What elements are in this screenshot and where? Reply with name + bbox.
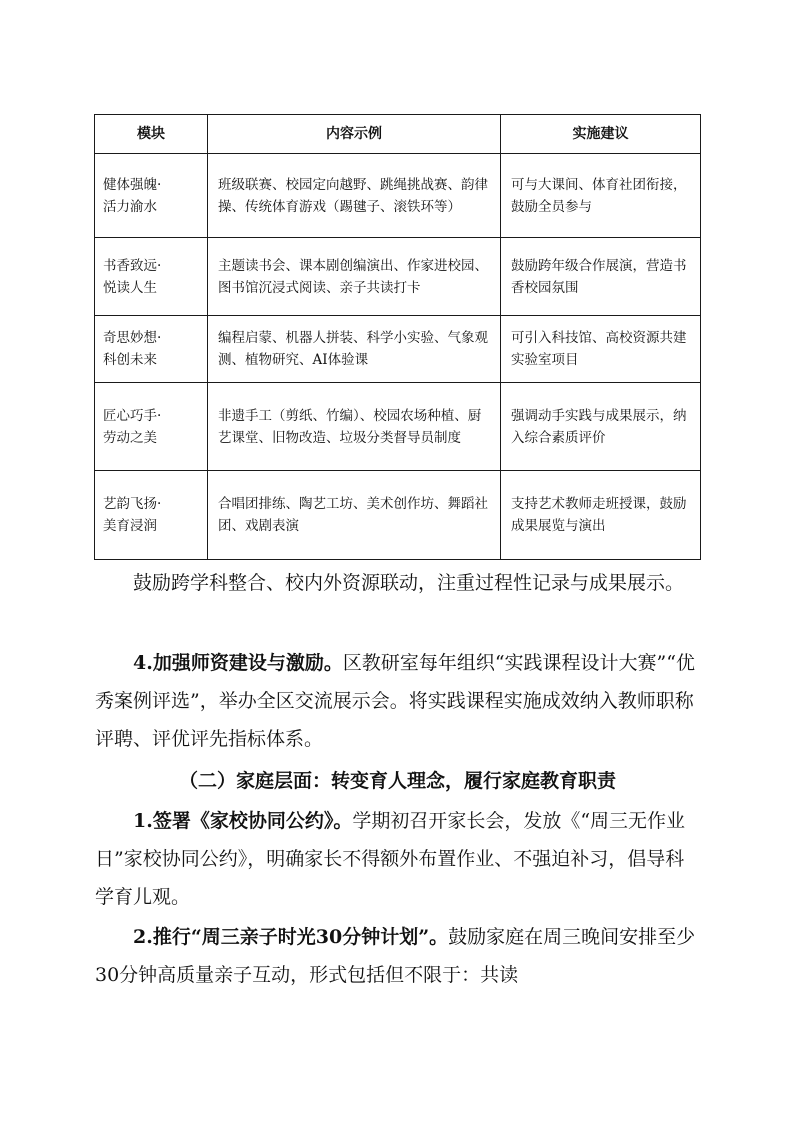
module-cell	[95, 471, 208, 560]
suggestion-cell: 鼓励跨年级合作展演，营造书香校园氛围	[501, 238, 701, 316]
paragraph-covenant	[95, 802, 700, 916]
table-row	[95, 383, 701, 471]
module-name-line: 艺韵飞扬·	[103, 496, 162, 512]
module-cell	[95, 238, 208, 316]
header-content: 内容示例	[208, 115, 501, 154]
table-header-row	[95, 115, 701, 154]
table-row	[95, 238, 701, 316]
module-name-line: 健体强魄·	[103, 176, 162, 193]
paragraph-lead: 2.推行“周三亲子时光30分钟计划”。	[133, 926, 449, 948]
paragraph-parent-child-time	[95, 918, 700, 994]
module-cell	[95, 154, 208, 238]
paragraph-lead: 4.加强师资建设与激励。	[133, 652, 343, 674]
suggestion-cell: 可引入科技馆、高校资源共建实验室项目	[501, 316, 701, 383]
section-heading-family: （二）家庭层面：转变育人理念，履行家庭教育职责	[178, 770, 616, 792]
content-cell: 主题读书会、课本剧创编演出、作家进校园、图书馆沉浸式阅读、亲子共读打卡	[208, 238, 501, 316]
table-row	[95, 154, 701, 238]
module-name-line: 美育浸润	[103, 518, 157, 534]
table-row	[95, 316, 701, 383]
header-module: 模块	[95, 115, 208, 154]
content-cell: 非遗手工（剪纸、竹编）、校园农场种植、厨艺课堂、旧物改造、垃圾分类督导员制度	[208, 383, 501, 471]
paragraph-resource-linkage: 鼓励跨学科整合、校内外资源联动，注重过程性记录与成果展示。	[133, 572, 685, 594]
module-name-line: 科创未来	[103, 352, 157, 368]
content-cell: 合唱团排练、陶艺工坊、美术创作坊、舞蹈社团、戏剧表演	[208, 471, 501, 560]
content-cell: 班级联赛、校园定向越野、跳绳挑战赛、韵律操、传统体育游戏（踢毽子、滚铁环等）	[208, 154, 501, 238]
paragraph-body: 区教研室每年组织“实践课程设计大赛”“优秀案例评选”，举办全区交流展示会。将实践课程实施成效纳入教师职称评聘、评优评先指标体系。	[95, 652, 695, 750]
module-name-line: 奇思妙想·	[103, 330, 162, 346]
paragraph-body: 鼓励家庭在周三晚间安排至少30分钟高质量亲子互动，形式包括但不限于：共读	[95, 926, 696, 986]
suggestion-cell: 强调动手实践与成果展示，纳入综合素质评价	[501, 383, 701, 471]
suggestion-cell: 可与大课间、体育社团衔接，鼓励全员参与	[501, 154, 701, 238]
table-row	[95, 471, 701, 560]
module-name-line: 活力渝水	[103, 198, 157, 215]
paragraph-lead: 1.签署《家校协同公约》。	[133, 810, 353, 832]
suggestion-cell: 支持艺术教师走班授课，鼓励成果展览与演出	[501, 471, 701, 560]
module-name-line: 匠心巧手·	[103, 407, 162, 424]
header-suggestion: 实施建议	[501, 115, 701, 154]
module-cell	[95, 316, 208, 383]
paragraph-teacher-incentive	[95, 644, 700, 758]
module-name-line: 劳动之美	[103, 429, 157, 446]
module-cell	[95, 383, 208, 471]
content-cell: 编程启蒙、机器人拼装、科学小实验、气象观测、植物研究、AI体验课	[208, 316, 501, 383]
paragraph-body: 学期初召开家长会，发放《“周三无作业日”家校协同公约》，明确家长不得额外布置作业、不强迫补习，倡导科学育儿观。	[95, 810, 686, 908]
module-name-line: 书香致远·	[103, 257, 162, 274]
practice-module-table	[94, 114, 701, 560]
module-name-line: 悦读人生	[103, 279, 157, 296]
